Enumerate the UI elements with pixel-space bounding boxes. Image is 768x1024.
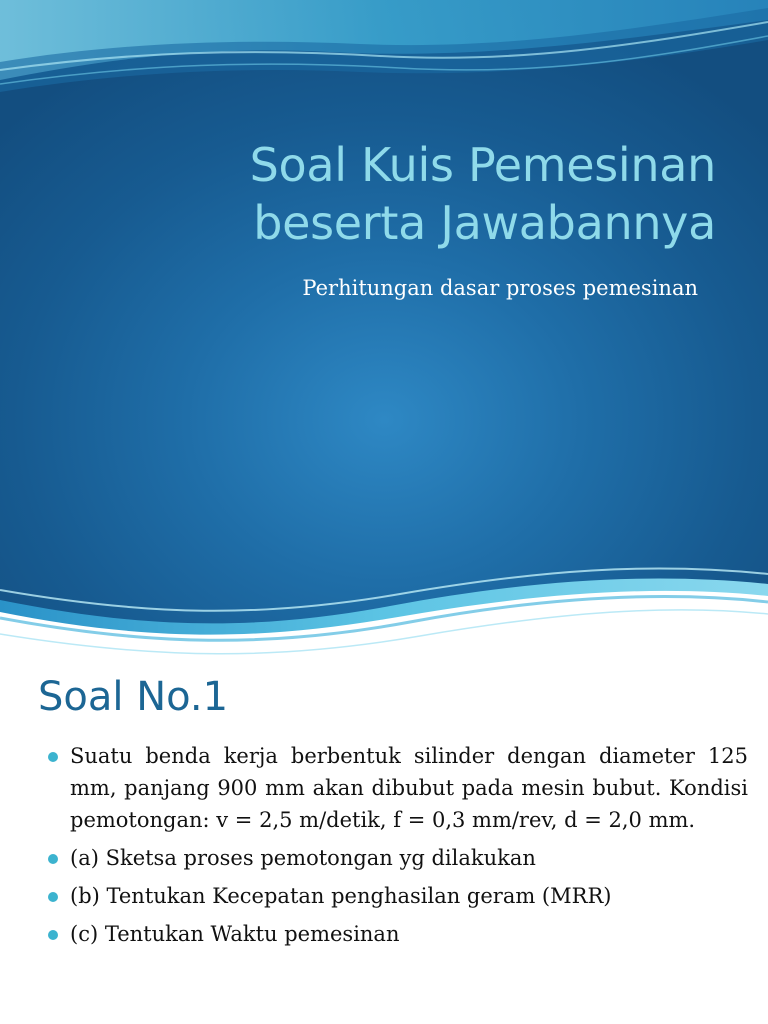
bullet-text: (b) Tentukan Kecepatan penghasilan geram (MRR): [70, 884, 612, 908]
bullet-item: [48, 880, 748, 912]
slide-subtitle: Perhitungan dasar proses pemesinan: [302, 276, 698, 300]
bullet-text: Suatu benda kerja berbentuk silinder dengan diameter 125 mm, panjang 900 mm akan dibubut pada mesin bubut. Kondisi pemotongan: v = 2,5 m/detik, f = 0,3 mm/rev, d = 2,0 mm.: [70, 744, 748, 832]
bullet-item: [48, 918, 748, 950]
bullet-list: [48, 740, 748, 956]
bullet-text: (a) Sketsa proses pemotongan yg dilakukan: [70, 846, 536, 870]
slide-heading: Soal No.1: [38, 674, 229, 720]
bullet-dot-icon: [48, 854, 58, 864]
bullet-item: [48, 842, 748, 874]
slide-title: Soal Kuis Pemesinan beserta Jawabannya: [249, 138, 716, 250]
bullet-dot-icon: [48, 752, 58, 762]
content-slide: [0, 660, 768, 1024]
bullet-text: (c) Tentukan Waktu pemesinan: [70, 922, 400, 946]
bullet-dot-icon: [48, 892, 58, 902]
bullet-dot-icon: [48, 930, 58, 940]
bullet-item: [48, 740, 748, 836]
